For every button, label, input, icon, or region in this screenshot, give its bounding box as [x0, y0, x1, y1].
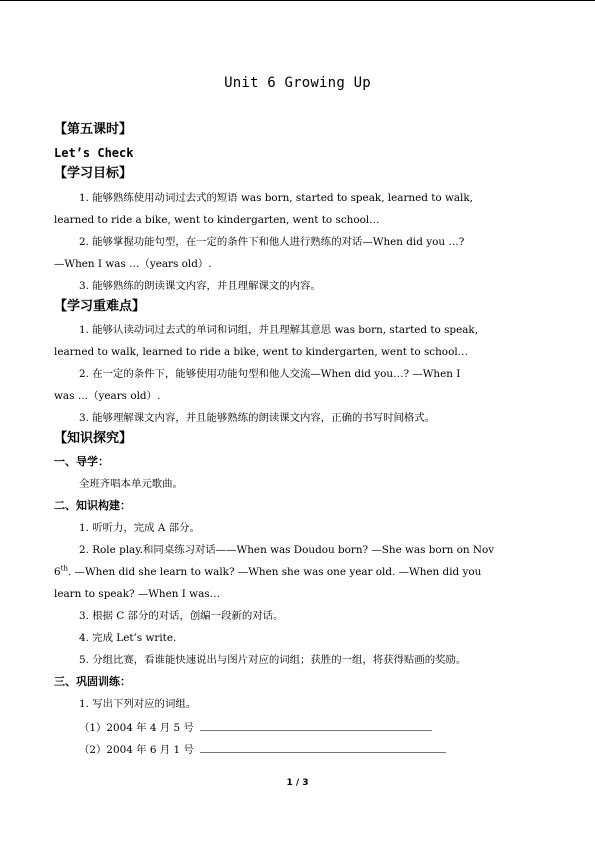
blank-row-1 — [79, 719, 432, 735]
part2-item2-line1: 2. Role play.和同桌练习对话——When was Doudou born? —She was born on Nov — [79, 544, 495, 556]
page-number: 1 / 3 — [286, 778, 309, 788]
part2-item5: 5. 分组比赛，看谁能快速说出与图片对应的词组；获胜的一组，将获得贴画的奖励。 — [79, 654, 467, 666]
key-points-heading: 【学习重难点】 — [54, 299, 146, 314]
goals-item1-line1: 1. 能够熟练使用动词过去式的短语 was born, started to speak, learned to walk, — [79, 192, 473, 204]
answer-blank-1[interactable] — [200, 719, 432, 731]
ordinal-suffix: th — [60, 564, 68, 573]
key-points-item1-line2: learned to walk, learned to ride a bike, went to kindergarten, went to school… — [54, 346, 469, 358]
part2-item4: 4. 完成 Let’s write. — [79, 632, 177, 644]
blank-row-2 — [79, 741, 446, 757]
explore-heading: 【知识探究】 — [54, 431, 133, 446]
goals-heading: 【学习目标】 — [54, 166, 133, 181]
part2-item3: 3. 根据 C 部分的对话，创编一段新的对话。 — [79, 610, 284, 622]
key-points-item3: 3. 能够理解课文内容，并且能够熟练的朗读课文内容，正确的书写时间格式。 — [79, 412, 436, 424]
lesson-heading: 【第五课时】 — [54, 122, 133, 137]
part2-item1: 1. 听听力，完成 A 部分。 — [79, 522, 200, 534]
key-points-item2-line2: was …（years old）. — [54, 390, 161, 402]
goals-item2-line2: —When I was …（years old）. — [54, 258, 212, 270]
date-number: 6 — [54, 566, 61, 578]
goals-item3: 3. 能够熟练的朗读课文内容，并且理解课文的内容。 — [79, 280, 321, 292]
part1-heading: 一、导学： — [54, 455, 109, 468]
lesson-name: Let’s Check — [54, 146, 134, 160]
part3-item1: 1. 写出下列对应的词组。 — [79, 698, 197, 710]
key-points-item1-line1: 1. 能够认读动词过去式的单词和词组，并且理解其意思 was born, started to speak, — [79, 324, 479, 336]
goals-item1-line2: learned to ride a bike, went to kindergarten, went to school… — [54, 214, 380, 226]
part1-text: 全班齐唱本单元歌曲。 — [79, 478, 183, 490]
blank1-label: （1）2004 年 4 月 5 号 — [79, 722, 194, 734]
part3-heading: 三、巩固训练： — [54, 675, 131, 688]
key-points-item2-line1: 2. 在一定的条件下，能够使用功能句型和他人交流—When did you…? —When I — [79, 368, 461, 380]
part2-item2-line3: learn to speak? —When I was… — [54, 588, 220, 600]
goals-item2-line1: 2. 能够掌握功能句型，在一定的条件下和他人进行熟练的对话—When did you …? — [79, 236, 465, 248]
blank2-label: （2）2004 年 6 月 1 号 — [79, 744, 194, 756]
part2-heading: 二、知识构建： — [54, 499, 131, 512]
dialog-text: . —When did she learn to walk? —When she was one year old. —When did you — [67, 566, 482, 578]
part2-item2-line2 — [54, 565, 481, 579]
answer-blank-2[interactable] — [200, 741, 446, 753]
document-title: Unit 6 Growing Up — [224, 75, 371, 91]
